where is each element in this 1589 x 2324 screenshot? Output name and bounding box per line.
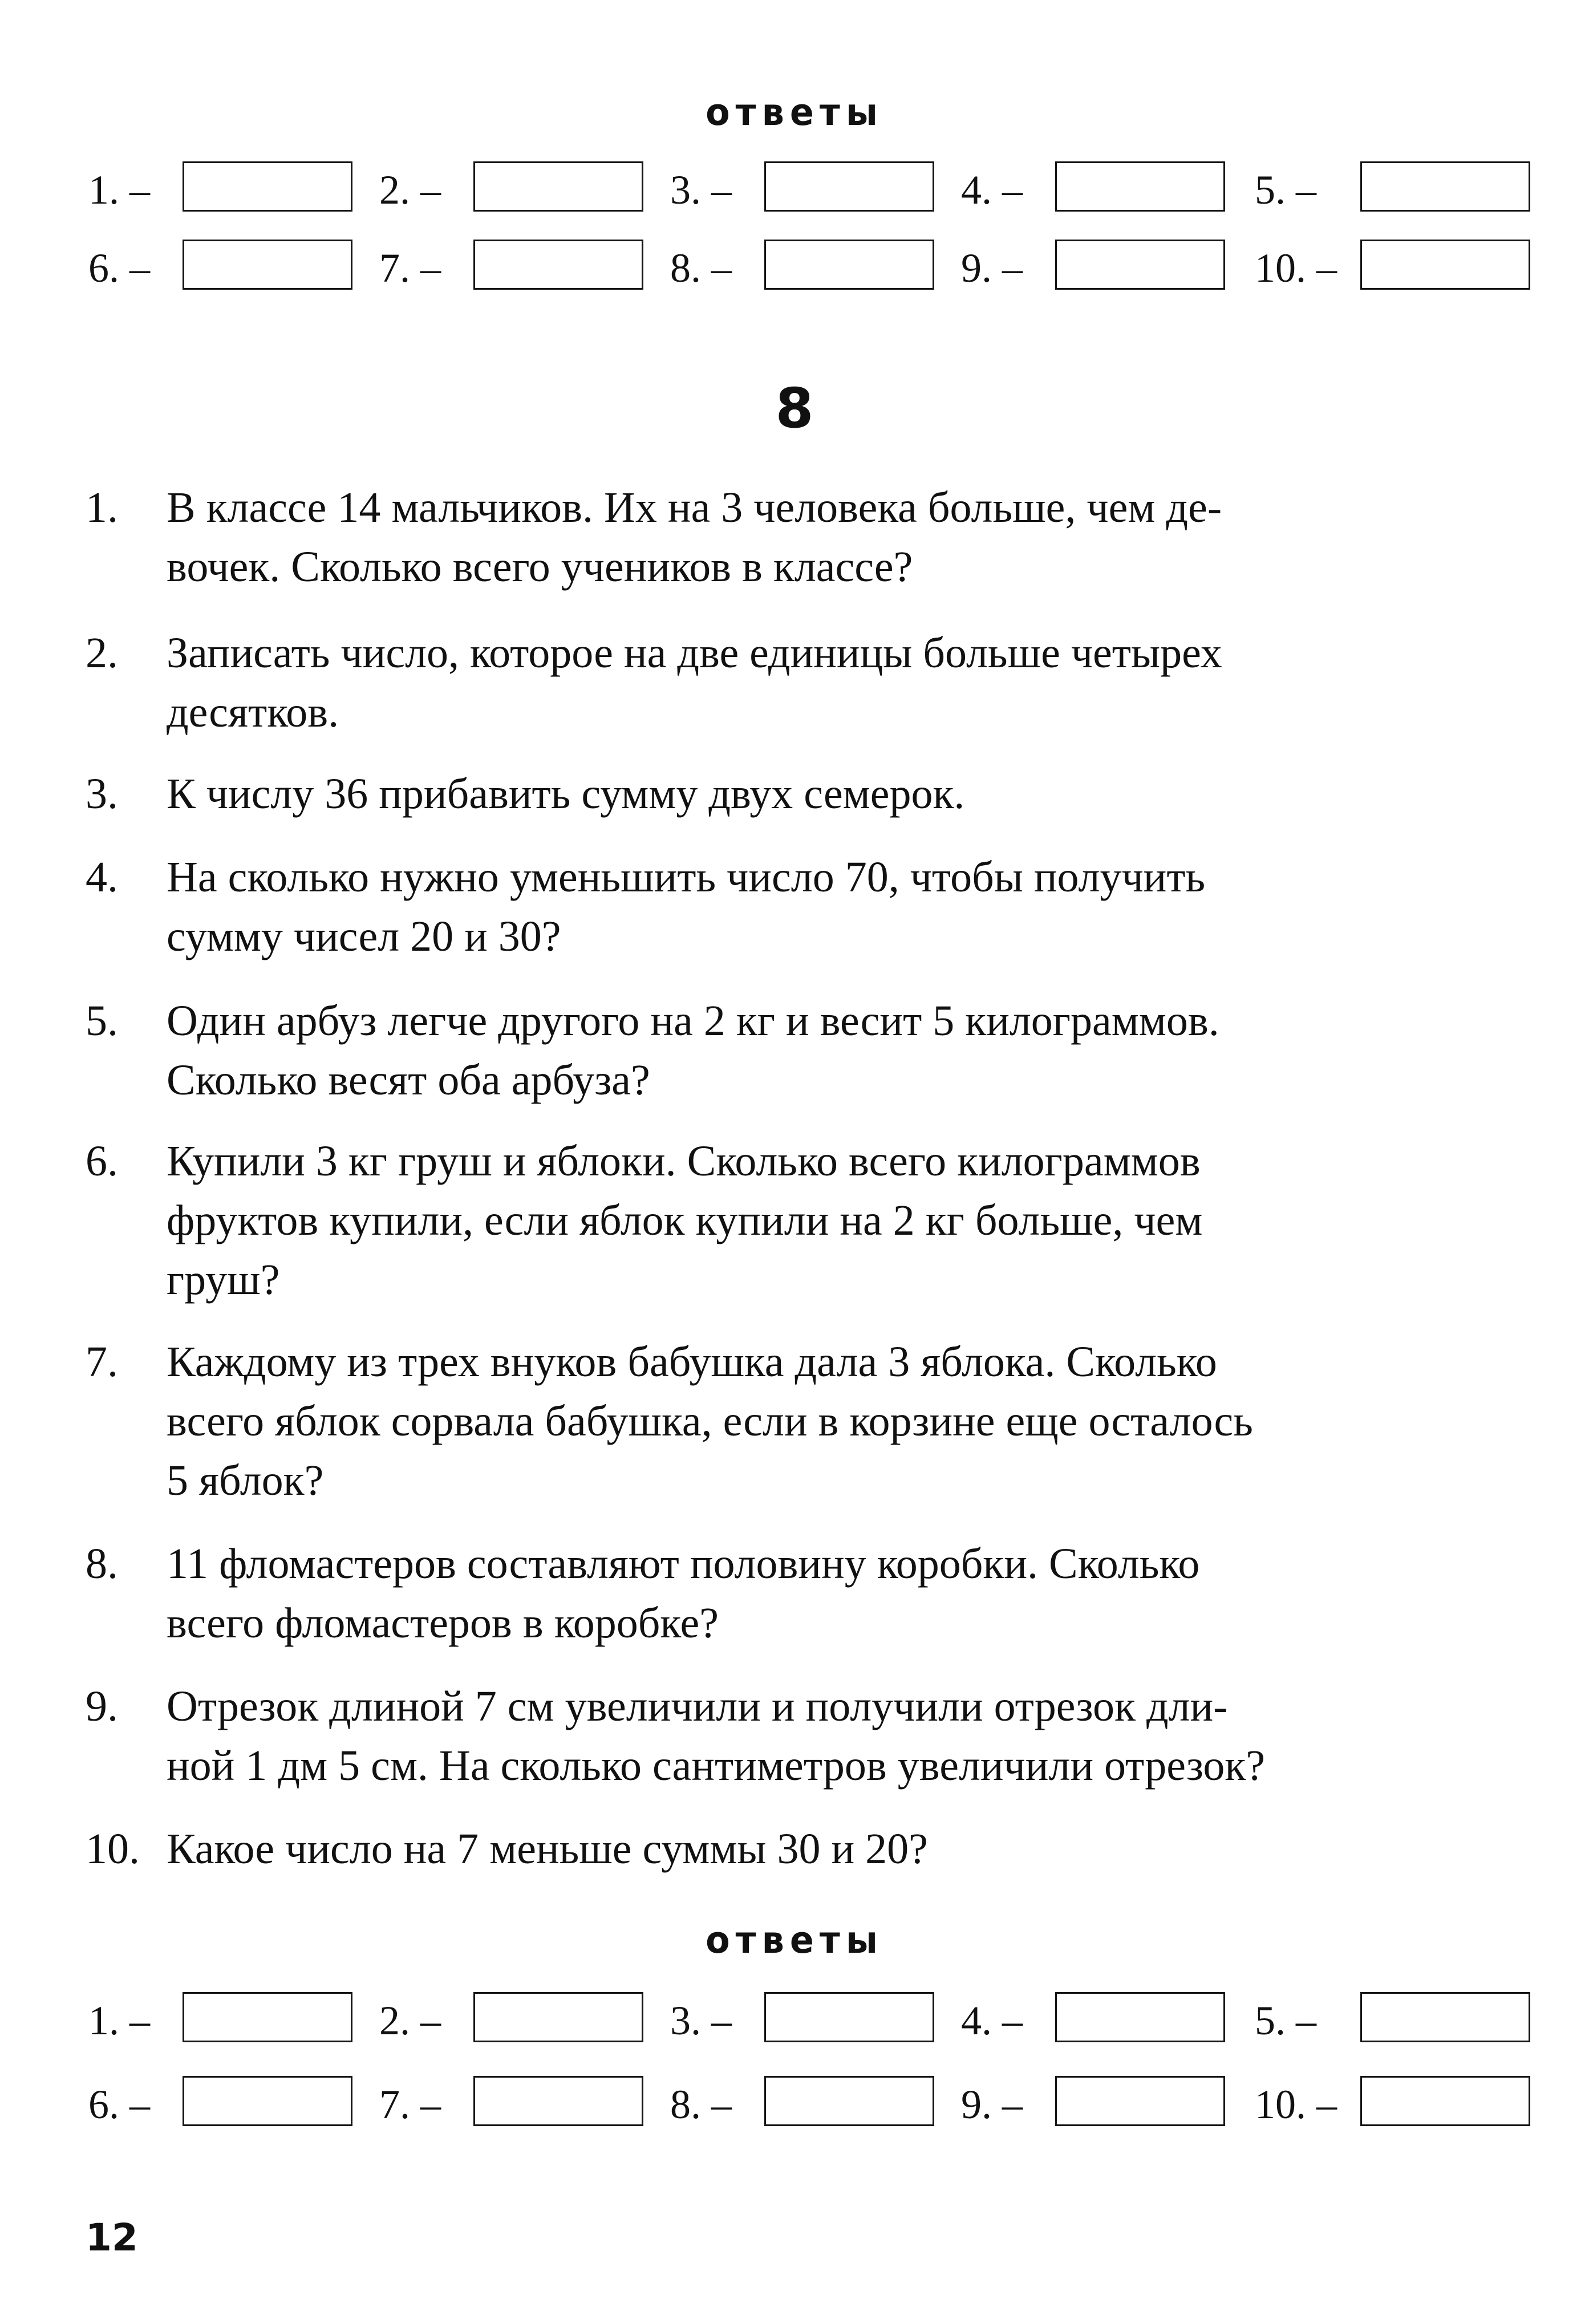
answer-box[interactable]	[1055, 2076, 1225, 2126]
answer-label: 10. –	[1255, 245, 1337, 291]
answer-box[interactable]	[473, 2076, 643, 2126]
answer-box[interactable]	[764, 1992, 934, 2042]
answer-label: 8. –	[670, 2082, 732, 2127]
task-number: 8.	[86, 1540, 118, 1588]
answer-box[interactable]	[473, 1992, 643, 2042]
answer-label: 9. –	[961, 245, 1023, 291]
answer-label: 2. –	[379, 167, 441, 213]
answer-label: 3. –	[670, 1998, 732, 2043]
task-number: 4.	[86, 853, 118, 901]
answer-box[interactable]	[1055, 161, 1225, 212]
task-number: 9.	[86, 1682, 118, 1730]
answer-label: 5. –	[1255, 167, 1316, 213]
answer-box[interactable]	[1055, 240, 1225, 290]
task-text: Купили 3 кг груш и яблоки. Сколько всего килограммов фруктов купили, если яблок купили на 2 кг больше, чем груш?	[167, 1137, 1203, 1304]
task-text: Отрезок длиной 7 см увеличили и получили отрезок дли- ной 1 дм 5 см. На сколько сантиметров увеличили отрезок?	[167, 1682, 1266, 1790]
task-text: Какое число на 7 меньше суммы 30 и 20?	[167, 1825, 928, 1873]
answer-label: 7. –	[379, 245, 441, 291]
answer-box[interactable]	[473, 161, 643, 212]
task-number: 3.	[86, 770, 118, 818]
task-number: 2.	[86, 629, 118, 677]
task-text: Один арбуз легче другого на 2 кг и весит 5 килограммов. Сколько весят оба арбуза?	[167, 997, 1219, 1104]
answer-box[interactable]	[764, 240, 934, 290]
answer-label: 4. –	[961, 167, 1023, 213]
answer-label: 6. –	[88, 245, 150, 291]
answer-box[interactable]	[183, 240, 352, 290]
answer-label: 4. –	[961, 1998, 1023, 2043]
task-number: 7.	[86, 1338, 118, 1386]
answer-label: 5. –	[1255, 1998, 1316, 2043]
answer-box[interactable]	[1360, 1992, 1530, 2042]
answer-label: 8. –	[670, 245, 732, 291]
task-text: Каждому из трех внуков бабушка дала 3 яблока. Сколько всего яблок сорвала бабушка, если в корзине еще осталось 5 яблок?	[167, 1338, 1253, 1504]
answer-box[interactable]	[764, 2076, 934, 2126]
task-text: К числу 36 прибавить сумму двух семерок.	[167, 770, 965, 818]
answer-box[interactable]	[764, 161, 934, 212]
task-text: Записать число, которое на две единицы больше четырех десятков.	[167, 629, 1222, 736]
answer-label: 6. –	[88, 2082, 150, 2127]
answer-box[interactable]	[183, 161, 352, 212]
task-text: В классе 14 мальчиков. Их на 3 человека больше, чем де- вочек. Сколько всего учеников в классе?	[167, 484, 1222, 591]
task-text: 11 фломастеров составляют половину коробки. Сколько всего фломастеров в коробке?	[167, 1540, 1200, 1647]
task-number: 6.	[86, 1137, 118, 1185]
task-number: 5.	[86, 997, 118, 1045]
answer-box[interactable]	[1360, 161, 1530, 212]
section-number: 8	[775, 376, 814, 440]
answer-box[interactable]	[473, 240, 643, 290]
answer-label: 2. –	[379, 1998, 441, 2043]
answer-label: 1. –	[88, 167, 150, 213]
answer-label: 9. –	[961, 2082, 1023, 2127]
answer-label: 1. –	[88, 1998, 150, 2043]
answer-label: 3. –	[670, 167, 732, 213]
task-number: 10.	[86, 1825, 140, 1873]
answer-box[interactable]	[183, 1992, 352, 2042]
answers-title-top: ответы	[706, 90, 883, 134]
answer-box[interactable]	[1360, 240, 1530, 290]
task-number: 1.	[86, 484, 118, 532]
task-text: На сколько нужно уменьшить число 70, чтобы получить сумму чисел 20 и 30?	[167, 853, 1206, 960]
answer-box[interactable]	[1360, 2076, 1530, 2126]
answer-box[interactable]	[183, 2076, 352, 2126]
answers-title-bottom: ответы	[706, 1918, 883, 1962]
answer-label: 7. –	[379, 2082, 441, 2127]
answer-label: 10. –	[1255, 2082, 1337, 2127]
answer-box[interactable]	[1055, 1992, 1225, 2042]
page-number: 12	[86, 2216, 138, 2260]
